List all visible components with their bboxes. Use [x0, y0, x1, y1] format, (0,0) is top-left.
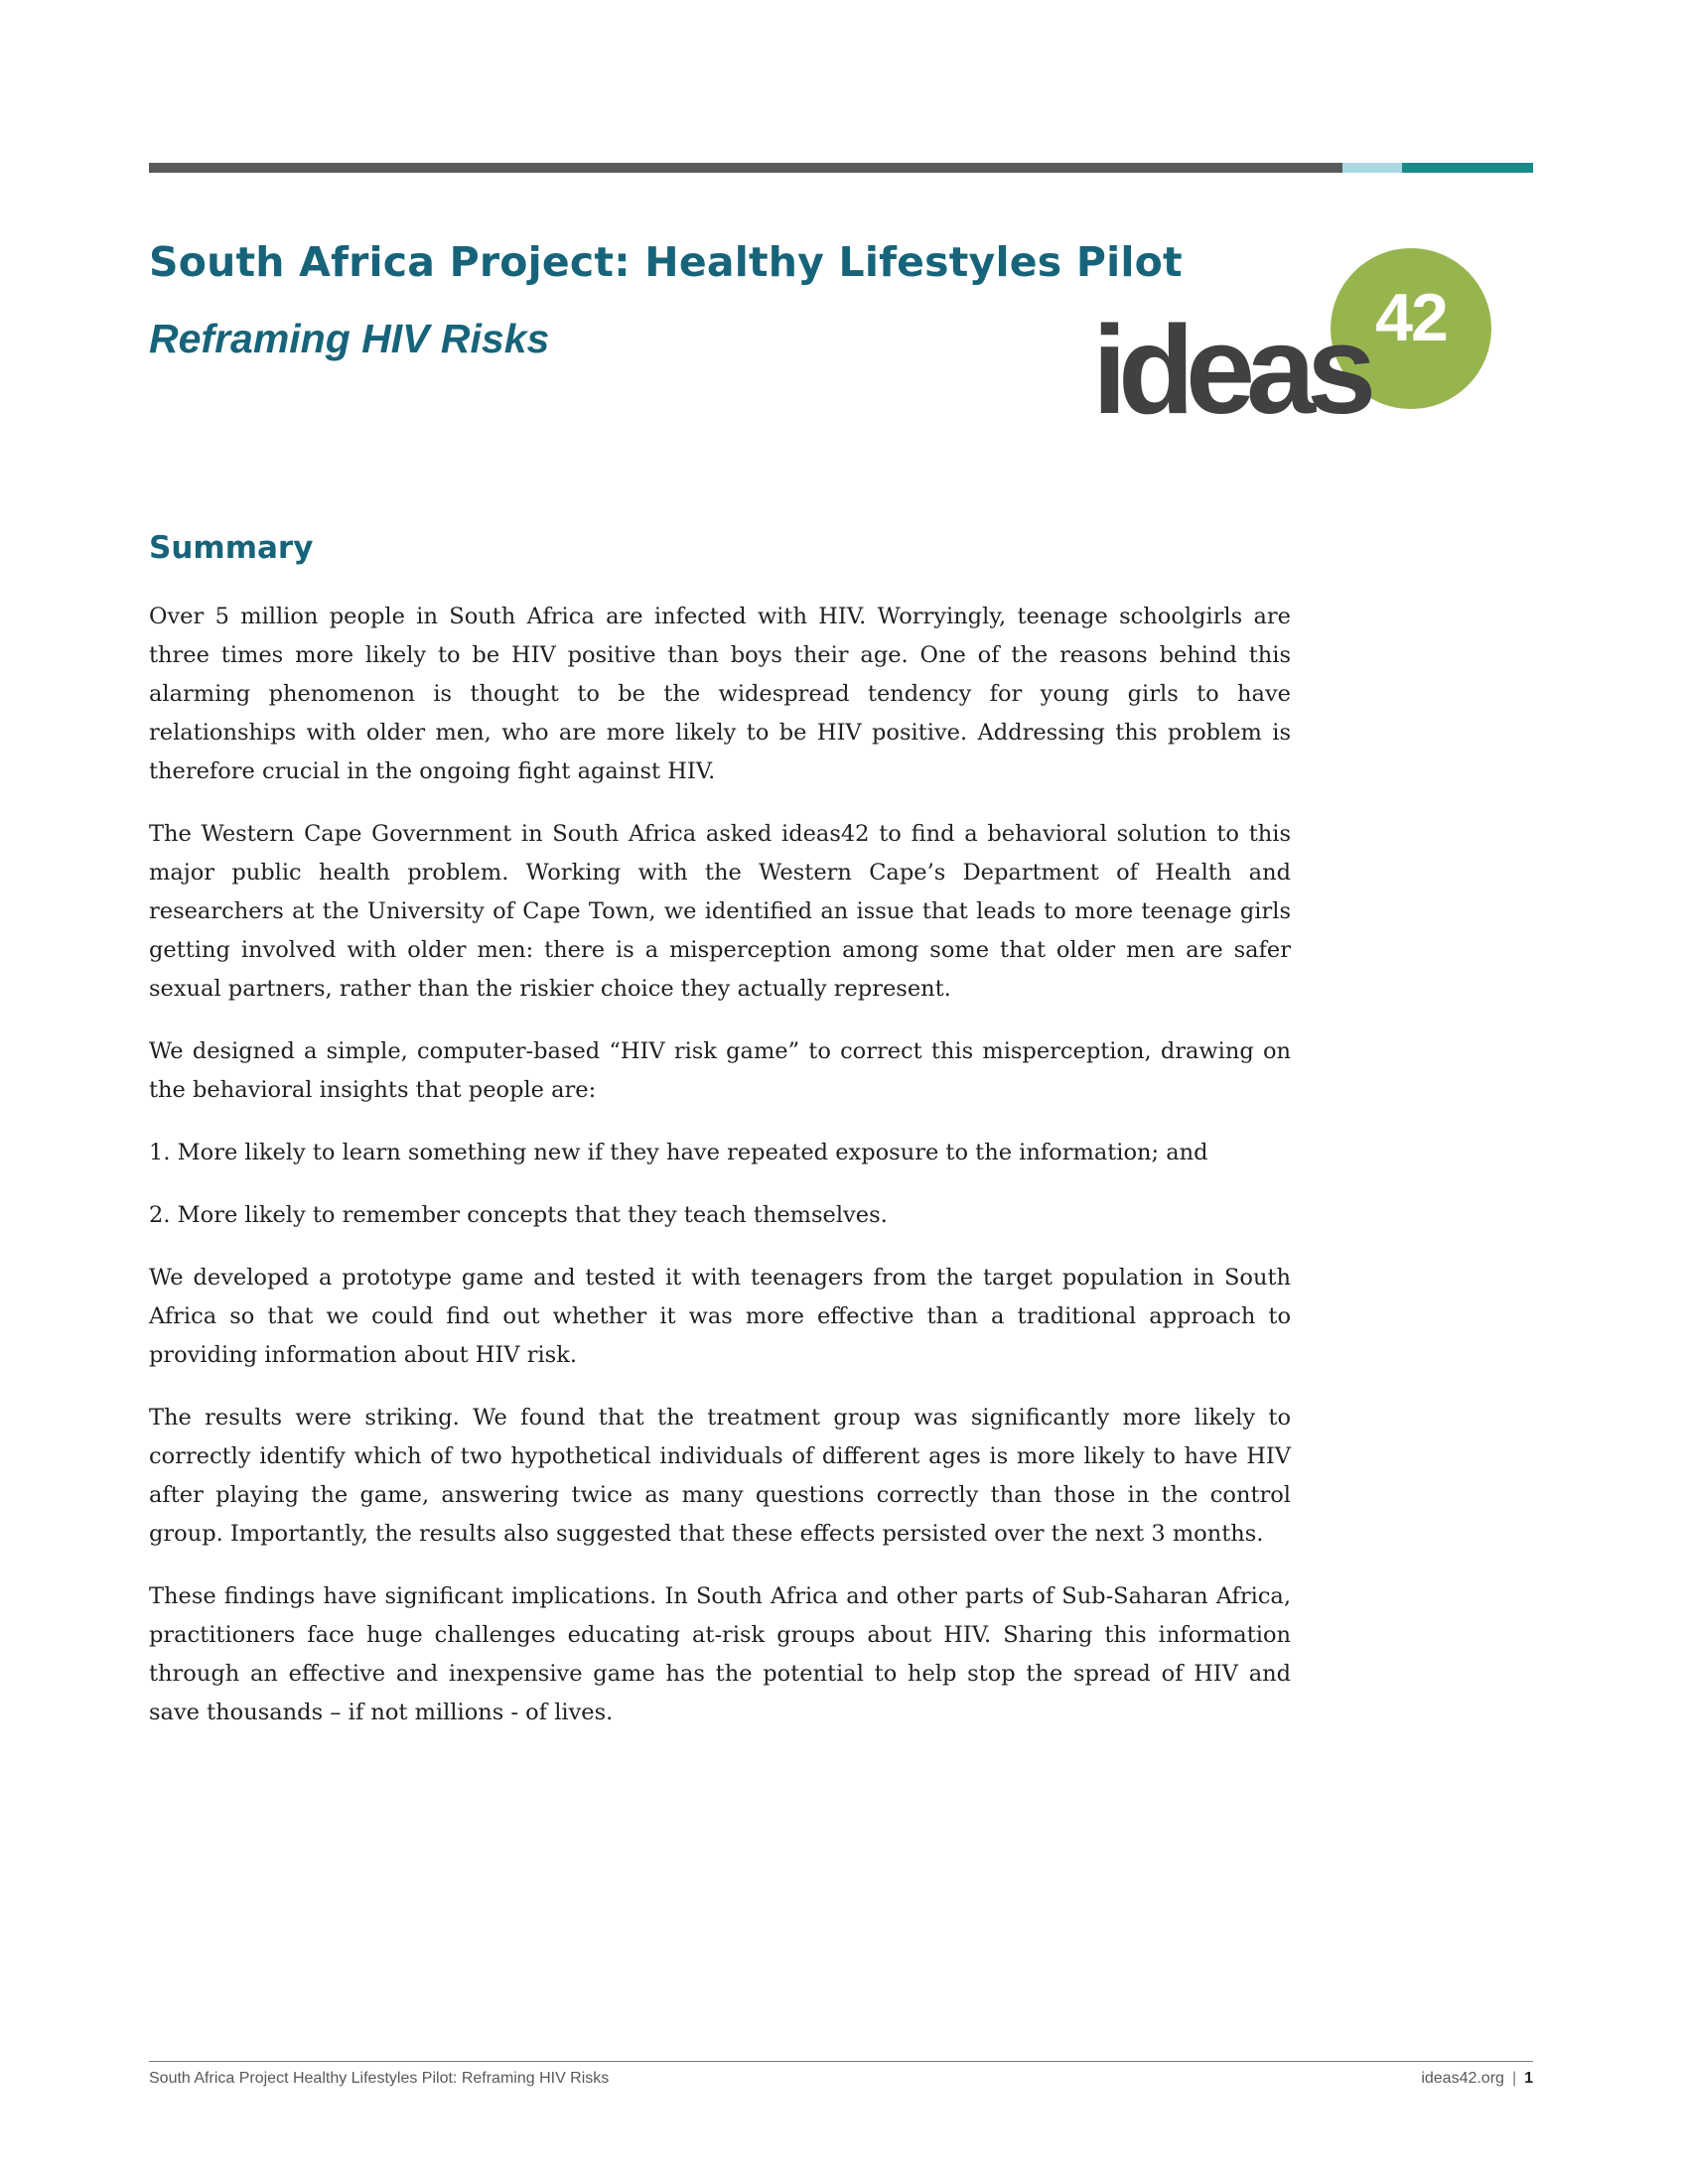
header-rule-gray-segment: [149, 163, 1342, 173]
summary-body: [149, 598, 1291, 1756]
footer-rule: [149, 2061, 1533, 2062]
paragraph: We developed a prototype game and tested it with teenagers from the target population in South Africa so that we could find out whether it was more effective than a traditional approach to providing information about HIV risk.: [149, 1265, 1291, 1368]
logo-number: 42: [1375, 280, 1447, 355]
page-number: 1: [1524, 2070, 1533, 2087]
paragraph: The Western Cape Government in South Africa asked ideas42 to find a behavioral solution to this major public health problem. Working with the Western Cape’s Department of Health and researchers at the University of Cape Town, we identified an issue that leads to more teenage girls getting involved with older men: there is a misperception among some that older men are safer sexual partners, rather than the riskier choice they actually represent.: [149, 821, 1291, 1002]
list-item: 1. More likely to learn something new if they have repeated exposure to the information; and: [149, 1140, 1208, 1165]
document-title: South Africa Project: Healthy Lifestyles Pilot: [149, 238, 1183, 286]
paragraph: The results were striking. We found that the treatment group was significantly more likely to correctly identify which of two hypothetical individuals of different ages is more likely to have HIV after playing the game, answering twice as many questions correctly than those in the control group. Importantly, the results also suggested that these effects persisted over the next 3 months.: [149, 1405, 1291, 1547]
paragraph: These findings have significant implications. In South Africa and other parts of Sub-Saharan Africa, practitioners face huge challenges educating at-risk groups about HIV. Sharing this information through an effective and inexpensive game has the potential to help stop the spread of HIV and save thousands – if not millions - of lives.: [149, 1583, 1291, 1725]
footer-site-link[interactable]: ideas42.org: [1421, 2070, 1504, 2087]
section-heading: Summary: [149, 530, 314, 566]
list-item: 2. More likely to remember concepts that they teach themselves.: [149, 1202, 888, 1228]
footer-site-info: [1421, 2070, 1533, 2088]
footer-separator: |: [1511, 2070, 1517, 2087]
paragraph: Over 5 million people in South Africa are infected with HIV. Worryingly, teenage schoolgirls are three times more likely to be HIV positive than boys their age. One of the reasons behind this alarming phenomenon is thought to be the widespread tendency for young girls to have relationships with older men, who are more likely to be HIV positive. Addressing this problem is therefore crucial in the ongoing fight against HIV.: [149, 604, 1291, 784]
header-rule-teal-segment: [1402, 163, 1533, 173]
ideas42-logo: [1082, 248, 1499, 440]
logo-wordmark: ideas: [1092, 300, 1368, 440]
footer-document-title: South Africa Project Healthy Lifestyles Pilot: Reframing HIV Risks: [149, 2070, 610, 2087]
header-rule: [149, 163, 1533, 173]
header-rule-light-segment: [1342, 163, 1402, 173]
document-subtitle: Reframing HIV Risks: [149, 316, 550, 361]
paragraph: We designed a simple, computer-based “HIV risk game” to correct this misperception, drawing on the behavioral insights that people are:: [149, 1038, 1291, 1103]
